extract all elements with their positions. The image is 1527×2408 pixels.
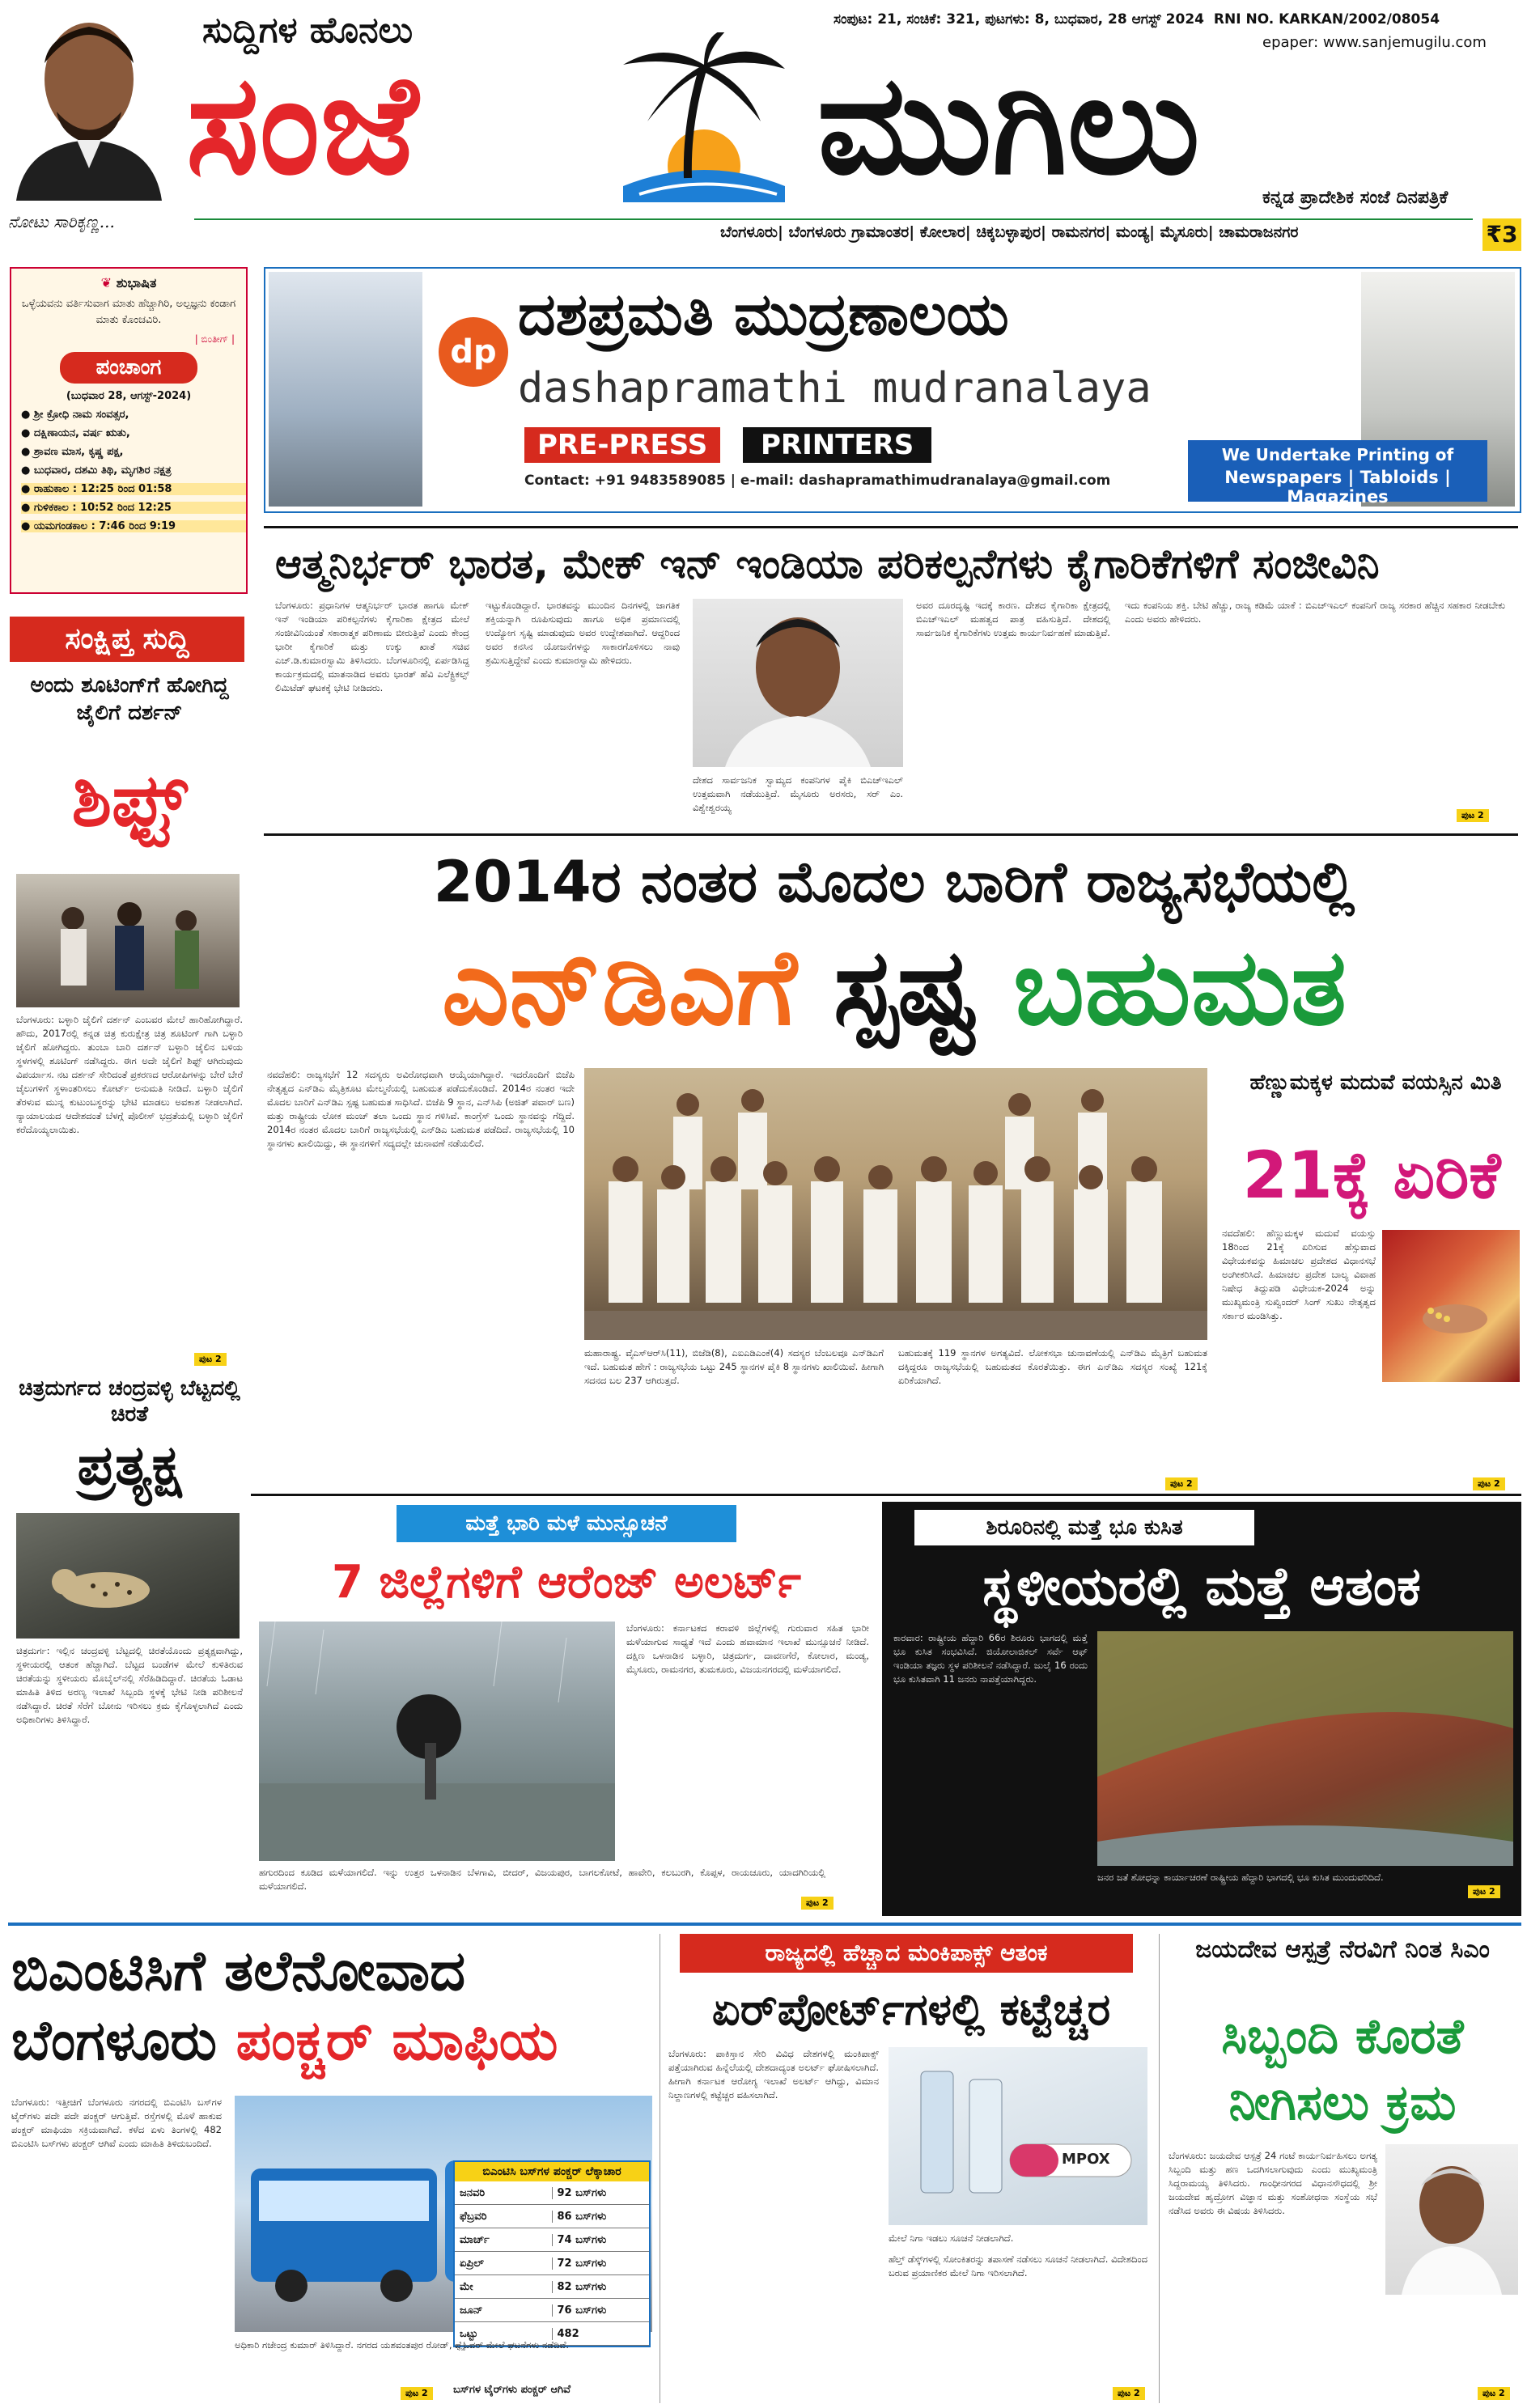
marriage-body: ನವದೆಹಲಿ: ಹೆಣ್ಣುಮಕ್ಕಳ ಮದುವೆ ವಯಸ್ಸು 18ರಿಂದ 21ಕ್ಕೆ ಏರಿಸುವ ಹೆಸ್ಸುವಾದ ವಿಧೇಯಕವನ್ನು ಹಿಮಾಚಲ ಪ್ರದೇಶದ ವಿಧಾನಸಭೆ ಅಂಗೀಕರಿಸಿದೆ. ಹಿಮಾಚಲ ಪ್ರದೇಶ ಬಾಲ್ಯ ವಿವಾಹ ನಿಷೇಧ ತಿದ್ದುಪಡಿ ವಿಧೇಯಕ-2024 ಅನ್ನು ಮುಖ್ಯಮಂತ್ರಿ ಸುಖ್ವಿಂದರ್‌ ಸಿಂಗ್‌ ಸುಖು ನೇತೃತ್ವದ ಸರ್ಕಾರ ಮಂಡಿಸಿತ್ತು. <box>1222 1227 1376 1321</box>
more-label: ಪುಟ 2 <box>194 1353 227 1366</box>
panchanga-title-text: ಪಂಚಾಂಗ <box>95 355 162 379</box>
staff-body: ಬೆಂಗಳೂರು: ಜಯದೇವ ಆಸ್ಪತ್ರೆ 24 ಗಂಟೆ ಕಾರ್ಯನಿರ್ವಹಿಸಲು ಅಗತ್ಯ ಸಿಬ್ಬಂದಿ ಮತ್ತು ಹಣ ಒದಗಿಸಲಾಗುವುದು ಎಂದು ಮುಖ್ಯಮಂತ್ರಿ ಸಿದ್ದರಾಮಯ್ಯ ತಿಳಿಸಿದರು. ಗಾಂಧೀನಗರದ ವಿಧಾನಸೌಧದಲ್ಲಿ ಶ್ರೀ ಜಯದೇವ ಹೃದ್ರೋಗ ವಿಜ್ಞಾನ ಮತ್ತು ಸಂಶೋಧನಾ ಸಂಸ್ಥೆಯ ಸಭೆ ನಡೆಸಿದ ಅವರು ಈ ವಿಷಯ ತಿಳಿಸಿದರು. <box>1169 2150 1377 2216</box>
rain-more[interactable] <box>801 1893 833 1910</box>
subhashita-icon: ❦ <box>100 275 117 290</box>
dp-logo-text: dp <box>450 333 497 371</box>
subhashita-heading <box>11 275 246 291</box>
more-label: ಪುಟ 2 <box>801 1897 833 1910</box>
bmtc-count: 74 ಬಸ್‌ಗಳು <box>552 2234 650 2246</box>
landslide-kicker <box>914 1510 1254 1545</box>
panchanga-item-text: ಯಮಗಂಡಕಾಲ : 7:46 ರಿಂದ 9:19 <box>33 520 176 532</box>
panchanga-list <box>11 409 246 532</box>
more-label: ಪುಟ 2 <box>1468 1885 1500 1898</box>
subhashita-heading-text: ಶುಭಾಷಿತ <box>116 275 157 290</box>
more-label: ಪುಟ 2 <box>1113 2387 1145 2400</box>
bmtc-headline-city: ಬೆಂಗಳೂರು <box>11 2009 217 2073</box>
panchanga-item-text: ರಾಹುಕಾಲ : 12:25 ರಿಂದ 01:58 <box>33 483 172 495</box>
bmtc-month: ಮೇ <box>460 2280 473 2293</box>
ad-title-kn: ದಶಪ್ರಮತಿ ಮುದ್ರಣಾಲಯ <box>518 280 1009 348</box>
rain-headline: 7 ಜಿಲ್ಲೆಗಳಿಗೆ ಆರೆಂಜ್‌ ಅಲರ್ಟ್‌ <box>331 1556 802 1609</box>
landslide-photo <box>1097 1631 1513 1866</box>
palm-logo <box>591 32 801 202</box>
bmtc-table-title: ಬಿಎಂಟಿಸಿ ಬಸ್‌ಗಳ ಪಂಕ್ಚರ್‌ ಲೆಕ್ಕಾಚಾರ <box>455 2162 649 2181</box>
panchanga-item: ● ಶ್ರಾವಣ ಮಾಸ, ಕೃಷ್ಣ ಪಕ್ಷ, <box>21 446 124 458</box>
bmtc-month: ಒಟ್ಟು <box>460 2327 478 2340</box>
main-story-col2: ಮಹಾರಾಷ್ಟ್ರ. ವೈಎಸ್‌ಆರ್‌ಸಿ(11), ಬಿಜೆಡಿ(8), ಎಐಎಡಿಎಂಕೆ(4) ಸದಸ್ಯರ ಬೆಂಬಲವೂ ಎನ್‌ಡಿಎಗೆ ಇದೆ. ಬಹುಮತ ಹೇಗೆ : ರಾಜ್ಯಸಭೆಯ ಒಟ್ಟು 245 ಸ್ಥಾನಗಳ ಪೈಕಿ 8 ಸ್ಥಾನಗಳು ಖಾಲಿಯಿವೆ. ಹೀಗಾಗಿ ಸದನದ ಬಲ 237 ಆಗಿರುತ್ತದೆ. <box>584 1347 884 1386</box>
mpox-more[interactable] <box>1113 2384 1145 2400</box>
bmtc-count: 86 ಬಸ್‌ಗಳು <box>552 2211 650 2223</box>
panchanga-title <box>60 352 197 384</box>
panchanga-item-text: ಶ್ರಾವಣ ಮಾಸ, ಕೃಷ್ಣ ಪಕ್ಷ, <box>33 446 124 458</box>
rain-photo <box>259 1622 615 1861</box>
headline-majority: ಬಹುಮತ <box>1013 926 1347 1049</box>
cm-story-top-rule <box>264 526 1518 528</box>
mpox-body2: ಹೆಲ್ತ್‌ ಡೆಸ್ಕ್‌ಗಳಲ್ಲಿ ಸೋಂಕಿತರನ್ನು ತಪಾಸಣೆ ನಡೆಸಲು ಸೂಚನೆ ನೀಡಲಾಗಿದೆ. ವಿದೇಶದಿಂದ ಬರುವ ಪ್ರಯಾಣಿಕರ ಮೇಲೆ ನಿಗಾ ಇರಿಸಲಾಗಿದೆ. <box>889 2253 1147 2279</box>
leopard-photo <box>16 1513 240 1639</box>
more-label: ಪುಟ 2 <box>1165 1477 1198 1490</box>
ad-contact: Contact: +91 9483589085 | e-mail: dashapramathimudranalaya@gmail.com <box>524 473 1111 489</box>
middle-rule <box>251 1494 1521 1496</box>
region-list: ಬೆಂಗಳೂರು| ಬೆಂಗಳೂರು ಗ್ರಾಮಾಂತರ| ಕೋಲಾರ| ಚಿಕ್ಕಬಳ್ಳಾಪುರ| ರಾಮನಗರ| ಮಂಡ್ಯ| ಮೈಸೂರು| ಚಾಮರಾಜನಗರ <box>720 223 1299 241</box>
shift-kicker: ಅಂದು ಶೂಟಿಂಗ್‌ಗೆ ಹೋಗಿದ್ದ ಜೈಲಿಗೆ ದರ್ಶನ್ <box>30 673 229 725</box>
ad-title-en: dashapramathi mudranalaya <box>518 364 1152 413</box>
epaper-link[interactable]: epaper: www.sanjemugilu.com <box>1262 34 1487 51</box>
mpox-kicker-text: ರಾಜ್ಯದಲ್ಲಿ ಹೆಚ್ಚಾದ ಮಂಕಿಪಾಕ್ಸ್‌ ಆತಂಕ <box>765 1940 1048 1966</box>
cm-story-headline: ಆತ್ಮನಿರ್ಭರ್‌ ಭಾರತ, ಮೇಕ್‌ ಇನ್‌ ಇಂಡಿಯಾ ಪರಿಕಲ್ಪನೆಗಳು ಕೈಗಾರಿಕೆಗಳಿಗೆ ಸಂಜೀವಿನಿ <box>275 541 1380 587</box>
main-headline-line2 <box>267 922 1521 1052</box>
printers-label <box>743 427 931 463</box>
masthead-name-right: ಮುಗಿಲು <box>817 45 1200 206</box>
bmtc-month: ಮಾರ್ಚ್‌ <box>460 2233 490 2246</box>
more-label: ಪುಟ 2 <box>1457 809 1489 822</box>
bmtc-count: 76 ಬಸ್‌ಗಳು <box>552 2304 650 2317</box>
bmtc-count: 82 ಬಸ್‌ಗಳು <box>552 2281 650 2293</box>
main-story-more[interactable] <box>1165 1474 1198 1490</box>
rain-kicker <box>397 1505 736 1542</box>
staff-kicker: ಜಯದೇವ ಆಸ್ಪತ್ರೆ ನೆರವಿಗೆ ನಿಂತ ಸಿಎಂ <box>1195 1935 1490 1964</box>
bmtc-table-footer: ಬಸ್‌ಗಳ ಟೈರ್‌ಗಳು ಪಂಕ್ಚರ್‌ ಆಗಿವೆ <box>453 2384 571 2396</box>
press-machine-photo-left <box>269 272 422 507</box>
main-story-col1: ನವದೆಹಲಿ: ರಾಜ್ಯಸಭೆಗೆ 12 ಸದಸ್ಯರು ಅವಿರೋಧವಾಗಿ ಆಯ್ಕೆಯಾಗಿದ್ದಾರೆ. ಇದರೊಂದಿಗೆ ಬಿಜೆಪಿ ನೇತೃತ್ವದ ಎನ್‌ಡಿಎ ಮೈತ್ರಿಕೂಟ ಮೇಲ್ಮನೆಯಲ್ಲಿ ಬಹುಮತ ಪಡೆದುಕೊಂಡಿದೆ. 2014ರ ನಂತರ ಇದೇ ಮೊದಲ ಬಾರಿಗೆ ಎನ್‌ಡಿಎ ಸ್ಪಷ್ಟ ಬಹುಮತ ಸಾಧಿಸಿದೆ. ಬಿಜೆಪಿ 9 ಸ್ಥಾನ, ಎನ್‌ಸಿಪಿ (ಅಜಿತ್‌ ಪವಾರ್‌ ಬಣ) ಮತ್ತು ರಾಷ್ಟ್ರೀಯ ಲೋಕ ಮಂಚ್‌ ತಲಾ ಒಂದು ಸ್ಥಾನ ಗಳಿಸಿವೆ. ಕಾಂಗ್ರೆಸ್‌ ಒಂದು ಸ್ಥಾನವನ್ನು ಗೆದ್ದಿದೆ. 2014ರ ನಂತರ ಮೊದಲ ಬಾರಿಗೆ ರಾಜ್ಯಸಭೆಯಲ್ಲಿ ಎನ್‌ಡಿಎ ಬಹುಮತ ಪಡೆದಿದೆ. ರಾಜ್ಯಸಭೆಯಲ್ಲಿ 10 ಸ್ಥಾನಗಳು ಖಾಲಿಯಿದ್ದು, ಈ ಸ್ಥಾನಗಳಿಗೆ ಸದ್ಯದಲ್ಲೇ ಚುನಾವಣೆ ನಡೆಯಲಿದೆ. <box>267 1069 575 1149</box>
wedding-photo <box>1382 1230 1520 1382</box>
headline-nda: ಎನ್‌ಡಿಎಗೆ <box>441 926 797 1049</box>
bmtc-month: ಏಪ್ರಿಲ್‌ <box>460 2257 484 2270</box>
prepress-text: PRE-PRESS <box>537 429 708 461</box>
rain-body: ಬೆಂಗಳೂರು: ಕರ್ನಾಟಕದ ಕರಾವಳಿ ಜಿಲ್ಲೆಗಳಲ್ಲಿ ಗುರುವಾರ ಸಹಿತ ಭಾರೀ ಮಳೆಯಾಗುವ ಸಾಧ್ಯತೆ ಇದೆ ಎಂದು ಹವಾಮಾನ ಇಲಾಖೆ ಮುನ್ಸೂಚನೆ ನೀಡಿದೆ. ದಕ್ಷಿಣ ಒಳನಾಡಿನ ಬಳ್ಳಾರಿ, ಚಿತ್ರದುರ್ಗ, ದಾವಣಗೆರೆ, ಕೋಲಾರ, ಮಂಡ್ಯ, ಮೈಸೂರು, ರಾಮನಗರ, ತುಮಕೂರು, ವಿಜಯನಗರದಲ್ಲಿ ಮಳೆಯಾಗಲಿದೆ. <box>626 1622 869 1675</box>
price-value: ₹3 <box>1486 221 1518 248</box>
landslide-body: ಕಾರವಾರ: ರಾಷ್ಟ್ರೀಯ ಹೆದ್ದಾರಿ 66ರ ಶಿರೂರು ಭಾಗದಲ್ಲಿ ಮತ್ತೆ ಭೂ ಕುಸಿತ ಸಂಭವಿಸಿದೆ. ಜಿಯೋಲಾಜಿಕಲ್‌ ಸರ್ವೆ ಆಫ್‌ ಇಂಡಿಯಾ ತಜ್ಞರು ಸ್ಥಳ ಪರಿಶೀಲನೆ ನಡೆಸಿದ್ದಾರೆ. ಜುಲೈ 16 ರಂದು ಭೂ ಕುಸಿತವಾಗಿ 11 ಜನರು ನಾಪತ್ತೆಯಾಗಿದ್ದರು. <box>893 1632 1088 1685</box>
bmtc-month: ಜನವರಿ <box>460 2186 486 2199</box>
panchanga-item: ● ಯಮಗಂಡಕಾಲ : 7:46 ರಿಂದ 9:19 <box>21 520 246 532</box>
cm-story-col2: ಇಟ್ಟುಕೊಂಡಿದ್ದಾರೆ. ಭಾರತವನ್ನು ಮುಂದಿನ ದಿನಗಳಲ್ಲಿ ಜಾಗತಿಕ ಶಕ್ತಿಯನ್ನಾಗಿ ರೂಪಿಸುವುದು ಹಾಗೂ ಅಧಿಕ ಪ್ರಮಾಣದಲ್ಲಿ ಉದ್ಯೋಗ ಸೃಷ್ಟಿ ಮಾಡುವುದು ಅವರ ಉದ್ದೇಶವಾಗಿದೆ. ಆದ್ದರಿಂದ ಅವರ ಕನಸಿನ ಯೋಜನೆಗಳನ್ನು ಸಾಕಾರಗೊಳಿಸಲು ನಾವು ಶ್ರಮಿಸುತ್ತಿದ್ದೇವೆ ಎಂದು ಕುಮಾರಸ್ವಾಮಿ ಹೇಳಿದರು. <box>486 600 680 666</box>
main-story-col3: ಬಹುಮತಕ್ಕೆ 119 ಸ್ಥಾನಗಳ ಅಗತ್ಯವಿದೆ. ಲೋಕಸಭಾ ಚುನಾವಣೆಯಲ್ಲಿ ಎನ್‌ಡಿಎ ಮೈತ್ರಿಗೆ ಬಹುಮತ ದಕ್ಕಿದ್ದರೂ ರಾಜ್ಯಸಭೆಯಲ್ಲಿ ಬಹುಮತದ ಕೊರತೆಯಿತ್ತು. ಈಗ ಎನ್‌ಡಿಎ ಸದಸ್ಯರ ಸಂಖ್ಯೆ 121ಕ್ಕೆ ಏರಿಕೆಯಾಗಿದೆ. <box>898 1347 1207 1386</box>
cm-story-col4: ಇದು ಕಂಪನಿಯ ಶಕ್ತಿ. ಬೇಟಿ ಹೆಚ್ಚು, ರಾಜ್ಯ ಕಡಿಮೆ ಯಾಕೆ : ಬಿಎಚ್‌ಇಎಲ್‌ ಕಂಪನಿಗೆ ರಾಜ್ಯ ಸರಕಾರ ಹೆಚ್ಚಿನ ಸಹಕಾರ ನೀಡಬೇಕು ಎಂದು ಅವರು ಹೇಳಿದರು. <box>1125 600 1505 625</box>
staff-headline: ಸಿಬ್ಬಂದಿ ಕೊರತೆ ನೀಗಿಸಲು ಕ್ರಮ <box>1221 2008 1464 2131</box>
nda-group-photo <box>584 1068 1207 1340</box>
rain-body2: ಹಗುರದಿಂದ ಕೂಡಿದ ಮಳೆಯಾಗಲಿದೆ. ಇನ್ನು ಉತ್ತರ ಒಳನಾಡಿನ ಬೆಳಗಾವಿ, ಬೀದರ್‌, ವಿಜಯಪುರ, ಬಾಗಲಕೋಟೆ, ಹಾವೇರಿ, ಕಲಬುರಗಿ, ಕೊಪ್ಪಳ, ರಾಯಚೂರು, ಯಾದಗಿರಿಯಲ್ಲಿ ಮಳೆಯಾಗಲಿದೆ. <box>259 1867 825 1892</box>
panchanga-item-text: ಶ್ರೀ ಕ್ರೋಧಿ ನಾಮ ಸಂವತ್ಸರ, <box>33 409 129 421</box>
panchanga-item: ● ದಕ್ಷಿಣಾಯನ, ವರ್ಷ ಋತು, <box>21 427 130 439</box>
marriage-kicker: ಹೆಣ್ಣುಮಕ್ಕಳ ಮದುವೆ ವಯಸ್ಸಿನ ಮಿತಿ <box>1249 1070 1502 1095</box>
masthead-rule <box>194 218 1473 220</box>
panchanga-item-text: ಬುಧವಾರ, ದಶಮಿ ತಿಥಿ, ಮೃಗಶಿರ ನಕ್ಷತ್ರ <box>33 464 172 477</box>
more-label: ಪುಟ 2 <box>1478 2387 1510 2400</box>
panchanga-item-text: ದಕ್ಷಿಣಾಯನ, ವರ್ಷ ಋತು, <box>33 427 130 439</box>
landslide-headline: ಸ್ಥಳೀಯರಲ್ಲಿ ಮತ್ತೆ ಆತಂಕ <box>982 1555 1421 1617</box>
bmtc-body: ಬೆಂಗಳೂರು: ಇತ್ತೀಚಿಗೆ ಬೆಂಗಳೂರು ನಗರದಲ್ಲಿ ಬಿಎಂಟಿಸಿ ಬಸ್‌ಗಳ ಟೈರ್‌ಗಳು ಪದೇ ಪದೇ ಪಂಕ್ಚರ್‌ ಆಗುತ್ತಿವೆ. ರಸ್ತೆಗಳಲ್ಲಿ ಮೊಳೆ ಹಾಕುವ ಪಂಕ್ಚರ್‌ ಮಾಫಿಯಾ ಸಕ್ರಿಯವಾಗಿದೆ. ಕಳೆದ ಏಳು ತಿಂಗಳಲ್ಲಿ 482 ಬಿಎಂಟಿಸಿ ಬಸ್‌ಗಳು ಪಂಕ್ಚರ್‌ ಆಗಿವೆ ಎಂದು ಮಾಹಿತಿ ತಿಳಿದುಬಂದಿದೆ. <box>11 2096 222 2149</box>
ad-services-box <box>1188 440 1487 507</box>
panchanga-item: ● ಶ್ರೀ ಕ್ರೋಧಿ ನಾಮ ಸಂವತ್ಸರ, <box>21 409 129 421</box>
print-ad[interactable] <box>264 267 1521 513</box>
ad-undertake: We Undertake Printing of <box>1221 445 1454 464</box>
bmtc-more[interactable] <box>401 2384 433 2400</box>
bottom-section-rule <box>8 1923 1521 1926</box>
rain-kicker-text: ಮತ್ತೆ ಭಾರಿ ಮಳೆ ಮುನ್ಸೂಚನೆ <box>465 1511 668 1536</box>
bmtc-table-body <box>455 2181 649 2346</box>
staff-more[interactable] <box>1478 2384 1510 2400</box>
main-headline-line1: 2014ರ ನಂತರ ಮೊದಲ ಬಾರಿಗೆ ರಾಜ್ಯಸಭೆಯಲ್ಲಿ <box>433 849 1355 915</box>
mpox-headline: ಏರ್‌ಪೋರ್ಟ್‌ಗಳಲ್ಲಿ ಕಟ್ಟೆಚ್ಚರ <box>711 1984 1111 2035</box>
bmtc-month: ಜೂನ್‌ <box>460 2304 483 2317</box>
marriage-more[interactable] <box>1473 1474 1505 1490</box>
bmtc-table-row <box>455 2299 649 2322</box>
marriage-headline: 21ಕ್ಕೆ ಏರಿಕೆ <box>1242 1138 1501 1213</box>
masthead-name-left: ಸಂಜೆ <box>186 45 418 206</box>
bmtc-headline-mafia: ಪಂಕ್ಚರ್‌ ಮಾಫಿಯ <box>235 2009 558 2073</box>
staff-left-rule <box>1159 1934 1160 2403</box>
bmtc-caption: ಅಧಿಕಾರಿ ಗಜೇಂದ್ರ ಕುಮಾರ್‌ ತಿಳಿಸಿದ್ದಾರೆ. ನಗರದ ಯಶವಂತಪುರ ರೋಡ್‌, ಫ್ಲೈಓವರ್‌ ಮೇಲೆ ಘಟನೆಗಳು ನಡೆದಿವೆ. <box>235 2339 570 2351</box>
main-story-top-rule <box>264 833 1518 836</box>
panchanga-item-text: ಗುಳಿಕಕಾಲ : 10:52 ರಿಂದ 12:25 <box>33 502 172 514</box>
more-label: ಪುಟ 2 <box>1473 1477 1505 1490</box>
mpox-photo <box>889 2047 1147 2225</box>
chitra-body: ಚಿತ್ರದುರ್ಗ: ಇಲ್ಲಿನ ಚಂದ್ರವಳ್ಳಿ ಬೆಟ್ಟದಲ್ಲಿ ಚಿರತೆಯೊಂದು ಪ್ರತ್ಯಕ್ಷವಾಗಿದ್ದು, ಸ್ಥಳೀಯರಲ್ಲಿ ಆತಂಕ ಹೆಚ್ಚಾಗಿದೆ. ಬೆಟ್ಟದ ಬಂಡೆಗಳ ಮೇಲೆ ಕುಳಿತಿರುವ ಚಿರತೆಯನ್ನು ಸ್ಥಳೀಯರು ಮೊಬೈಲ್‌ನಲ್ಲಿ ಸೆರೆಹಿಡಿದಿದ್ದಾರೆ. ಚಿರತೆಯ ಓಡಾಟ ಮಾಹಿತಿ ತಿಳಿದ ಅರಣ್ಯ ಇಲಾಖೆ ಸಿಬ್ಬಂದಿ ಸ್ಥಳಕ್ಕೆ ಭೇಟಿ ನೀಡಿ ಪರಿಶೀಲನೆ ನಡೆಸಿದ್ದಾರೆ. ಚಿರತೆ ಸೆರೆಗೆ ಬೋನು ಇರಿಸಲು ಕ್ರಮ ಕೈಗೊಳ್ಳಲಾಗಿದೆ ಎಂದು ಅಧಿಕಾರಿಗಳು ತಿಳಿಸಿದ್ದಾರೆ. <box>16 1645 243 1725</box>
landslide-more[interactable] <box>1468 1882 1500 1898</box>
bmtc-table-row <box>455 2228 649 2252</box>
printers-text: PRINTERS <box>761 429 914 461</box>
siddaramaiah-photo <box>1385 2144 1518 2295</box>
shift-headline: ಶಿಫ್ಟ್ <box>71 758 188 843</box>
bmtc-table-row <box>455 2205 649 2228</box>
group-figures <box>584 1068 1207 1340</box>
bmtc-table <box>453 2160 651 2347</box>
bmtc-table-row <box>455 2275 649 2299</box>
chitra-kicker: ಚಿತ್ರದುರ್ಗದ ಚಂದ್ರವಳ್ಳಿ ಬೆಟ್ಟದಲ್ಲಿ ಚಿರತೆ <box>19 1376 240 1427</box>
kumaraswamy-photo <box>693 599 903 767</box>
shift-more[interactable] <box>194 1350 227 1366</box>
panchanga-item: ● ಬುಧವಾರ, ದಶಮಿ ತಿಥಿ, ಮೃಗಶಿರ ನಕ್ಷತ್ರ <box>21 464 172 477</box>
bmtc-count: 482 <box>552 2328 650 2340</box>
bmtc-headline-line1: ಬಿಎಂಟಿಸಿಗೆ ತಲೆನೋವಾದ <box>11 1940 466 2003</box>
subhashita-text: ಒಳ್ಳೆಯವನು ವರ್ತಿಸುವಾಗ ಮಾತು ಹೆಚ್ಚಾಗಿರಿ, ಅಲ್ಪಜ್ಞನು ಕಂಡಾಗ ಮಾತು ಕೊಂಚವಿರಿ. <box>21 298 236 326</box>
subhashita-source: | ಬಿಂತೀಗ್ | <box>194 333 235 345</box>
cm-story-more[interactable] <box>1457 806 1489 822</box>
masthead-subtitle: ಕನ್ನಡ ಪ್ರಾದೇಶಿಕ ಸಂಜೆ ದಿನಪತ್ರಿಕೆ <box>1262 188 1449 208</box>
masthead-tagline: ಸುದ್ದಿಗಳ ಹೊನಲು <box>202 10 414 51</box>
landslide-section <box>882 1502 1521 1916</box>
brief-news-title: ಸಂಕ್ಷಿಪ್ತ ಸುದ್ದಿ <box>65 622 189 655</box>
issue-details: ಸಂಪುಟ: 21, ಸಂಚಿಕೆ: 321, ಪುಟಗಳು: 8, ಬುಧವಾರ, 28 ಆಗಸ್ಟ್ 2024 <box>833 11 1204 28</box>
mpox-label: MPOX <box>1062 2151 1110 2168</box>
price-badge <box>1482 218 1521 251</box>
bmtc-count: 72 ಬಸ್‌ಗಳು <box>552 2258 650 2270</box>
mpox-body: ಬೆಂಗಳೂರು: ಪಾಕಿಸ್ತಾನ ಸೇರಿ ವಿವಿಧ ದೇಶಗಳಲ್ಲಿ ಮಂಕಿಪಾಕ್ಸ್‌ ಪತ್ತೆಯಾಗಿರುವ ಹಿನ್ನೆಲೆಯಲ್ಲಿ ದೇಶದಾದ್ಯಂತ ಅಲರ್ಟ್‌ ಘೋಷಿಸಲಾಗಿದೆ. ಹೀಗಾಗಿ ಕರ್ನಾಟಕ ಆರೋಗ್ಯ ಇಲಾಖೆ ಅಲರ್ಟ್‌ ಆಗಿದ್ದು, ವಿಮಾನ ನಿಲ್ದಾಣಗಳಲ್ಲಿ ಕಟ್ಟೆಚ್ಚರ ವಹಿಸಲಾಗಿದೆ. <box>668 2048 879 2101</box>
bmtc-month: ಫೆಬ್ರವರಿ <box>460 2210 487 2223</box>
issue-info <box>833 11 1440 28</box>
mpox-caption: ಮೇಲೆ ನಿಗಾ ಇಡಲು ಸೂಚನೆ ನೀಡಲಾಗಿದೆ. <box>889 2232 1014 2244</box>
dp-logo <box>439 317 508 387</box>
bmtc-table-row <box>455 2181 649 2205</box>
ad-products: Newspapers | Tabloids | Magazines <box>1224 468 1451 507</box>
cm-photo-caption: ದೇಶದ ಸಾರ್ವಜನಿಕ ಸ್ವಾಮ್ಯದ ಕಂಪನಿಗಳ ಪೈಕಿ ಬಿಎಚ್‌ಇಎಲ್‌ ಉತ್ತಮವಾಗಿ ನಡೆಯುತ್ತಿದೆ. ಮೈಸೂರು ಅರಸರು, ಸರ್‌ ಎಂ. ವಿಶ್ವೇಶ್ವರಯ್ಯ <box>693 774 903 813</box>
chitra-headline: ಪ್ರತ್ಯಕ್ಷ <box>77 1434 182 1498</box>
cm-story-col3: ಅವರ ದೂರದೃಷ್ಟಿ ಇದಕ್ಕೆ ಕಾರಣ. ದೇಶದ ಕೈಗಾರಿಕಾ ಕ್ಷೇತ್ರದಲ್ಲಿ ಬಿಎಚ್‌ಇಎಲ್‌ ಮಹತ್ವದ ಪಾತ್ರ ವಹಿಸುತ್ತಿದೆ. ದೇಶದಲ್ಲಿ ಸಾರ್ವಜನಿಕ ಕೈಗಾರಿಕೆಗಳು ಉತ್ತಮ ಕಾರ್ಯನಿರ್ವಹಣೆ ಮಾಡುತ್ತಿವೆ. <box>916 600 1110 638</box>
landslide-kicker-text: ಶಿರೂರಿನಲ್ಲಿ ಮತ್ತೆ ಭೂ ಕುಸಿತ <box>986 1516 1183 1540</box>
editor-photo <box>8 6 170 201</box>
subhashita-box <box>10 267 248 594</box>
bmtc-headline-line2 <box>11 2005 651 2078</box>
panchanga-item: ● ರಾಹುಕಾಲ : 12:25 ರಿಂದ 01:58 <box>21 483 246 495</box>
darshan-photo <box>16 874 240 1007</box>
panchanga-date: (ಬುಧವಾರ 28, ಆಗಸ್ಟ್-2024) <box>66 390 192 402</box>
more-label: ಪುಟ 2 <box>401 2387 433 2400</box>
headline-clear: ಸ್ಪಷ್ಟ <box>833 926 977 1049</box>
shift-body: ಬೆಂಗಳೂರು: ಬಳ್ಳಾರಿ ಜೈಲಿಗೆ ದರ್ಶನ್‌ ಎಂಬವರ ಮೇಲೆ ಹಾರಿಹೋಗಿದ್ದಾರೆ. ಹೌದು, 2017ರಲ್ಲಿ ಕನ್ನಡ ಚಿತ್ರ ಕುರುಕ್ಷೇತ್ರ ಚಿತ್ರ ಶೂಟಿಂಗ್ ಗಾಗಿ ಬಳ್ಳಾರಿ ಜೈಲಿಗೆ ಹೋಗಿದ್ದರು. ತುಂಬಾ ಬಾರಿ ದರ್ಶನ್ ಬಳ್ಳಾರಿ ಜೈಲಿನ ಬಳಿಯ ಸ್ಥಳಗಳಲ್ಲಿ ಶೂಟಿಂಗ್ ನಡೆಸಿದ್ದರು. ಈಗ ಅದೇ ಜೈಲಿಗೆ ಶಿಫ್ಟ್ ಆಗಿರುವುದು ವಿಪರ್ಯಾಸ. ನಟ ದರ್ಶನ್‌ ಸೇರಿದಂತೆ ಪ್ರಕರಣದ ಆರೋಪಿಗಳನ್ನು ಬೇರೆ ಬೇರೆ ಜೈಲುಗಳಿಗೆ ಸ್ಥಳಾಂತರಿಸಲು ಕೋರ್ಟ್‌ ಅನುಮತಿ ನೀಡಿದೆ. ಬಳ್ಳಾರಿ ಜೈಲಿಗೆ ತೆರಳುವ ಮುನ್ನ ಕುಟುಂಬಸ್ಥರನ್ನು ಭೇಟಿ ಮಾಡಲು ಅವಕಾಶ ನೀಡಲಾಗಿದೆ. ನ್ಯಾಯಾಲಯದ ಆದೇಶದಂತೆ ಬೆಳಗ್ಗೆ ಪೊಲೀಸ್‌ ಭದ್ರತೆಯಲ್ಲಿ ಬಳ್ಳಾರಿ ಜೈಲಿಗೆ ಕರೆದೊಯ್ಯಲಾಯಿತು. <box>16 1014 243 1135</box>
landslide-caption: ಜನರ ಜತೆ ಶೋಧನ್ನಾ ಕಾರ್ಯಾಚರಣೆ ರಾಷ್ಟ್ರೀಯ ಹೆದ್ದಾರಿ ಭಾಗದಲ್ಲಿ ಭೂ ಕುಸಿತ ಮುಂದುವರಿದಿದೆ. <box>1097 1872 1384 1883</box>
rni-number: RNI NO. KARKAN/2002/08054 <box>1213 11 1440 28</box>
panchanga-item: ● ಗುಳಿಕಕಾಲ : 10:52 ರಿಂದ 12:25 <box>21 502 246 514</box>
cm-story-col1: ಬೆಂಗಳೂರು: ಪ್ರಧಾನಿಗಳ ಆತ್ಮನಿರ್ಭರ್‌ ಭಾರತ ಹಾಗೂ ಮೇಕ್‌ ಇನ್‌ ಇಂಡಿಯಾ ಪರಿಕಲ್ಪನೆಗಳು ಕೈಗಾರಿಕಾ ಕ್ಷೇತ್ರದ ಮೇಲೆ ಸಂಜೀವಿನಿಯಂತೆ ಸಕಾರಾತ್ಮಕ ಪರಿಣಾಮ ಬೀರುತ್ತಿವೆ ಎಂದು ಕೇಂದ್ರ ಭಾರೀ ಕೈಗಾರಿಕೆ ಮತ್ತು ಉಕ್ಕು ಖಾತೆ ಸಚಿವ ಎಚ್‌.ಡಿ.ಕುಮಾರಸ್ವಾಮಿ ತಿಳಿಸಿದರು. ಬೆಂಗಳೂರಿನಲ್ಲಿ ಏರ್ಪಡಿಸಿದ್ದ ಕಾರ್ಯಕ್ರಮದಲ್ಲಿ ಮಾತನಾಡಿದ ಅವರು ಭಾರತ್‌ ಹೆವಿ ಎಲೆಕ್ಟ್ರಿಕಲ್ಸ್‌ ಲಿಮಿಟೆಡ್‌ ಘಟಕಕ್ಕೆ ಭೇಟಿ ನೀಡಿದರು. <box>275 600 469 693</box>
editor-signature: ನೋಟು ಸಾರಿಕೃಣ್ಣ... <box>8 212 115 231</box>
mpox-kicker <box>680 1934 1133 1973</box>
prepress-label <box>524 427 720 463</box>
bmtc-table-row <box>455 2252 649 2275</box>
bmtc-count: 92 ಬಸ್‌ಗಳು <box>552 2187 650 2199</box>
brief-news-banner <box>10 617 244 662</box>
